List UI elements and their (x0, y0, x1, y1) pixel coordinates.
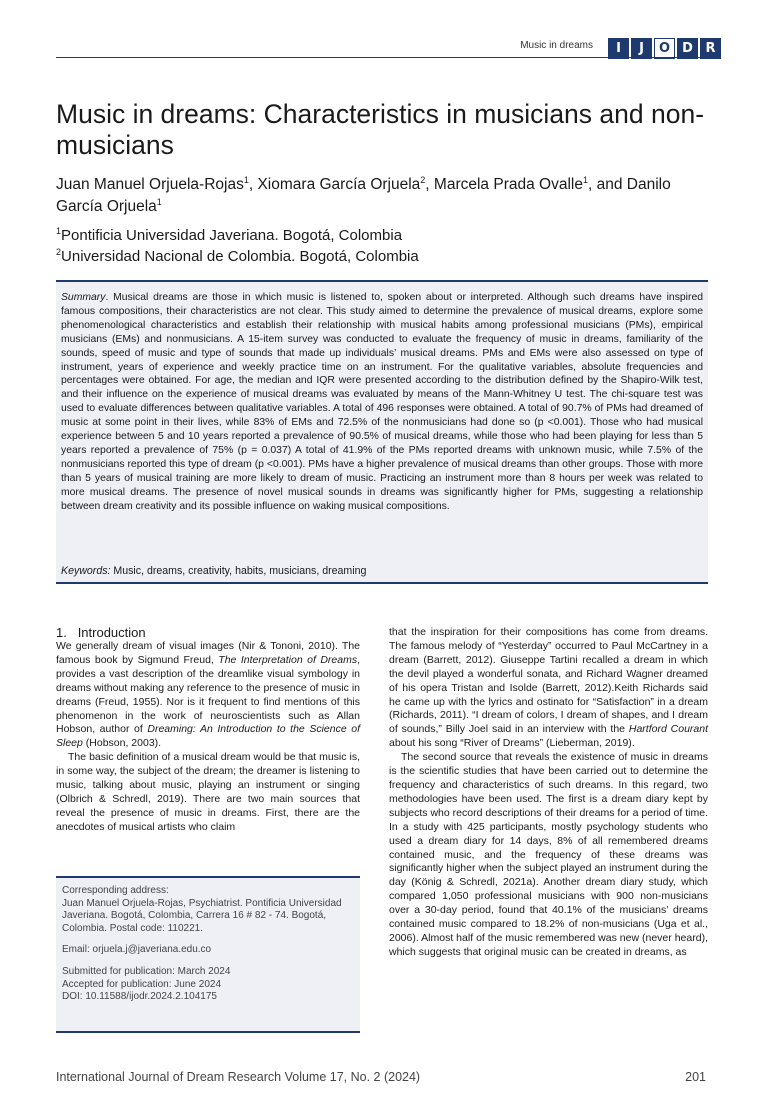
author-affiliation-mark: 2 (420, 174, 426, 185)
body-text: , provides a vast description of the dreamlike visual symbology in dreams without making any reference to the presence of music in dreams (Freud, 1955). Nor is it frequent to find mentions of this phenomenon in the work of neuroscientists such as Allan Hobson, author of (56, 653, 360, 736)
abstract-label: Summary (61, 292, 106, 303)
logo-letter: R (700, 38, 721, 59)
affiliation-list (56, 225, 716, 267)
body-paragraph: The basic definition of a musical dream would be that music is, in some way, the subject of the dream; the dreamer is listening to music, talking about music, playing an instrument or singing (Olbrich & Schredl, 2019). There are two main sources that reveal the presence of music in dreams. First, there are the anecdotes of musical artists who claim (56, 751, 360, 833)
running-title: Music in dreams (520, 40, 593, 51)
footer-journal: International Journal of Dream Research Volume 17, No. 2 (2024) (56, 1070, 421, 1084)
keywords-list: Music, dreams, creativity, habits, musicians, dreaming (110, 565, 367, 577)
affiliation-text: Pontificia Universidad Javeriana. Bogotá, Colombia (61, 227, 403, 244)
affiliation-item (56, 246, 716, 267)
author-name: Xiomara García Orjuela (257, 176, 421, 193)
newspaper-title: Hartford Courant (628, 723, 709, 736)
correspondence-box (56, 876, 360, 1033)
author-list (56, 174, 716, 218)
section-heading (56, 625, 146, 640)
book-title: Dreaming: An Introduction to the Science of Sleep (56, 723, 361, 750)
body-column-right (389, 626, 708, 960)
author-name: Marcela Prada Ovalle (433, 176, 583, 193)
accepted-date: Accepted for publication: June 2024 (62, 978, 221, 990)
correspondence-email: Email: orjuela.j@javeriana.edu.co (62, 944, 212, 956)
journal-logo (608, 38, 721, 59)
body-paragraph: The second source that reveals the existence of music in dreams is the scientific studies that have been carried out to determine the frequency and characteristics of such dreams. In this regard, two methodologies have been used. The first is a dream diary kept by subjects who record descriptions of their dreams for a period of time. In a study with 425 participants, mostly psychology students who used a dream diary for 14 days, 8% of all remembered dreams contained music, and the frequency of these dreams was significantly higher when the subject played an instrument during the day (König & Schredl, 2021a). Another dream diary study, which compared 1,050 professional musicians with 900 non-musicians over a 30-day period, found that 40.1% of the musicians’ dreams contained music compared to 18.2% of non-musicians (Uga et al., 2006). Almost half of the music remembered was new (never heard), which suggests that original music can be created in dreams, as (389, 751, 708, 958)
keywords (61, 565, 703, 577)
affiliation-number: 1 (56, 226, 62, 236)
article-title: Music in dreams: Characteristics in musicians and non-musicians (56, 99, 705, 160)
affiliation-item (56, 225, 716, 246)
abstract-body: . Musical dreams are those in which music is listened to, spoken about or interpreted. Although such dreams have inspired famous compositions, their characteristics are not clear. This study aimed to determine the prevalence of musical dreams, explore some phenomenological characteristics and establish their relationship with musical habits among professional musicians (PMs), empirical musicians (EMs) and nonmusicians. A 15-item survey was conducted to evaluate the frequency of music in dreams, familiarity of the sounds, speed of music and type of sounds that made up individuals’ musical dreams. PMs and EMs were also assessed on type of instrument, years of experience and weekly practice time on an instrument. For the qualitative variables, absolute frequencies and percentages were obtained. For age, the median and IQR were presented according to the distribution defined by the Shapiro-Wilk test, and their influence on the experience of musical dreams was evaluated by means of the Mann-Whitney U test. The chi-square test was used to evaluate differences between qualitative variables. A total of 496 responses were obtained. A total of 90.7% of PMs had dreamed of music at some point in their lives, while 83% of EMs and 72.5% of the nonmusicians had done so (p <0.001). Those who had musical experience between 5 and 10 years reported a prevalence of 90.5% of musical dreams, while those who had been playing for less than 5 years reported a prevalence of 75% (p = 0.037) A total of 41.9% of the PMs reported dreams with unknown music, while 7.5% of the nonmusicians reported this type of dream (p <0.001). PMs have a higher prevalence of musical dreams than other groups. Those with more than 5 years of musical training are more likely to dream of music. Practicing an instrument more than 8 hours per week was related to more musical dreams. The presence of novel musical sounds in dreams was significantly higher for PMs, suggesting a relationship between dream creativity and its possible influence on waking musical compositions. (61, 292, 703, 512)
body-paragraph (56, 640, 360, 751)
body-text: that the inspiration for their compositions has come from dreams. The famous melody of “Yesterday” occurred to Paul McCartney in a dream (Barrett, 2012). Giuseppe Tartini recalled a dream in which the devil played a wonderful sonata, and Richard Wagner dreamed of his opera Tristan and Isolde (Barrett, 2012).Keith Richards said he came up with the lyrics and ostinato for “Satisfaction” in a dream (Richards, 2011). “I dream of colors, I dream of shapes, and I dream of sounds,” Billy Joel said in an interview with the (389, 626, 708, 736)
author-affiliation-mark: 1 (243, 174, 249, 185)
section-number: 1. (56, 625, 67, 640)
submitted-date: Submitted for publication: March 2024 (62, 965, 231, 977)
logo-letter: O (654, 38, 675, 59)
affiliation-text: Universidad Nacional de Colombia. Bogotá, Colombia (61, 248, 419, 265)
page-number: 201 (685, 1070, 706, 1084)
logo-letter: D (677, 38, 698, 59)
logo-letter: I (608, 38, 629, 59)
body-text: We generally dream of visual images (Nir & Tononi, 2010). The famous book by Sigmund Freud, (56, 640, 360, 666)
body-paragraph (389, 626, 708, 751)
correspondence-address: Juan Manuel Orjuela-Rojas, Psychiatrist. Pontificia Universidad Javeriana. Bogotá, Colombia, Carrera 16 # 82 - 74. Bogotá, Colombia. Postal code: 110221. (62, 897, 342, 934)
body-text: about his song “River of Dreams” (Lieberman, 2019). (389, 737, 635, 750)
author-name: Juan Manuel Orjuela-Rojas (56, 176, 244, 193)
author-affiliation-mark: 1 (582, 174, 588, 185)
section-title: Introduction (77, 625, 146, 640)
author-separator: , and (587, 176, 627, 193)
book-title: The Interpretation of Dreams (218, 653, 358, 666)
body-column-left (56, 640, 360, 835)
correspondence-heading: Corresponding address: (62, 885, 169, 896)
author-separator: , (248, 176, 258, 193)
author-separator: , (425, 176, 434, 193)
abstract-text (61, 291, 703, 514)
abstract-box (56, 280, 708, 584)
keywords-label: Keywords: (61, 565, 111, 577)
logo-letter: J (631, 38, 652, 59)
affiliation-number: 2 (56, 247, 62, 257)
body-text: (Hobson, 2003). (82, 737, 162, 750)
doi: DOI: 10.11588/ijodr.2024.2.104175 (62, 991, 217, 1003)
author-affiliation-mark: 1 (156, 196, 162, 207)
author-name: Danilo García Orjuela (56, 176, 671, 215)
header-rule (56, 57, 708, 58)
